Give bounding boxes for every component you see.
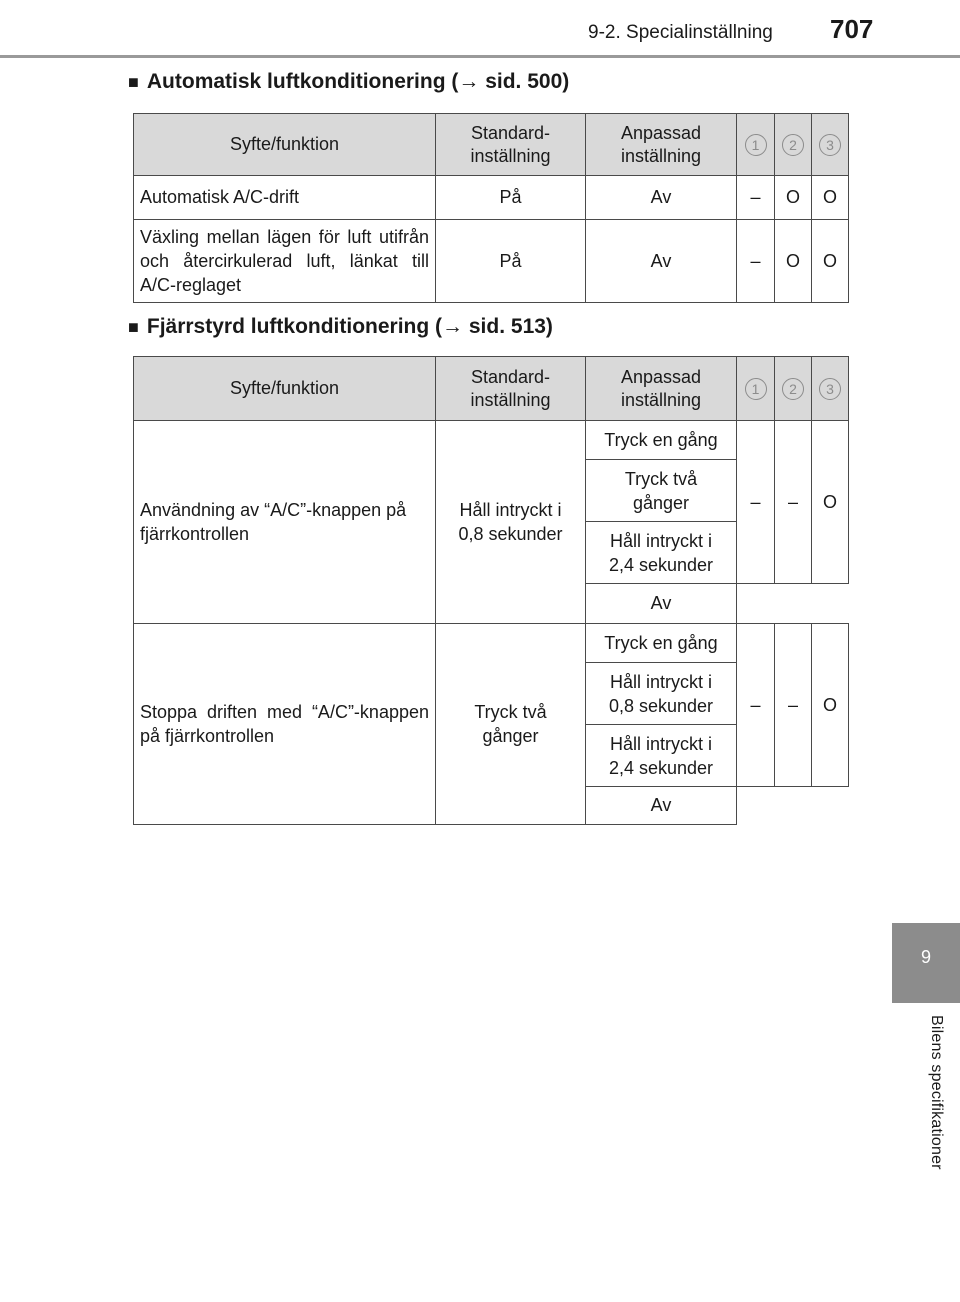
- header-col3: [812, 114, 849, 176]
- chapter-tab-label: Bilens specifikationer: [928, 1015, 945, 1170]
- table-row: [134, 421, 849, 460]
- table-row: [134, 220, 849, 303]
- header-col1: [737, 114, 775, 176]
- circle-3-icon: 3: [819, 134, 841, 156]
- row-col3: O: [812, 176, 849, 220]
- circle-2-icon: 2: [782, 378, 804, 400]
- group-col2: –: [775, 624, 812, 787]
- header-function: Syfte/funktion: [134, 357, 436, 421]
- empty-cell: [737, 584, 849, 624]
- option-cell: Håll intryckt i 2,4 sekunder: [586, 725, 737, 787]
- option-cell: Av: [586, 584, 737, 624]
- option-cell: Tryck en gång: [586, 624, 737, 663]
- row-default: På: [436, 220, 586, 303]
- row-default: På: [436, 176, 586, 220]
- row-function: Växling mellan lägen för luft utifrån och återcirkulerad luft, länkat till A/C-reglaget: [134, 220, 436, 303]
- group-col3: O: [812, 421, 849, 584]
- section1-ref: sid. 500): [479, 70, 570, 93]
- group-default: Tryck två gånger: [436, 624, 586, 825]
- section2-table: [133, 356, 849, 825]
- chapter-tab: 9: [892, 923, 960, 1003]
- section2-title-text: Fjärrstyrd luftkonditionering (: [146, 315, 443, 338]
- group-col1: –: [737, 624, 775, 787]
- section2-ref: sid. 513): [463, 315, 553, 338]
- table-row: [134, 176, 849, 220]
- section1-title-text: Automatisk luftkonditionering (: [146, 70, 459, 93]
- section1-table: [133, 113, 849, 303]
- section1-arrow: →: [458, 70, 480, 93]
- header-default: Standard- inställning: [436, 357, 586, 421]
- option-cell: Tryck två gånger: [586, 460, 737, 522]
- row-col3: O: [812, 220, 849, 303]
- option-cell: Av: [586, 787, 737, 825]
- page-number: 707: [830, 14, 874, 44]
- group-col3: O: [812, 624, 849, 787]
- table-header-row: [134, 357, 849, 421]
- table-header-row: [134, 114, 849, 176]
- row-col1: –: [737, 176, 775, 220]
- section2-arrow: →: [442, 315, 464, 338]
- header-col1: [737, 357, 775, 421]
- group-col2: –: [775, 421, 812, 584]
- circle-1-icon: 1: [745, 378, 767, 400]
- circle-3-icon: 3: [819, 378, 841, 400]
- section1-title: [128, 70, 569, 94]
- circle-2-icon: 2: [782, 134, 804, 156]
- section1-bullet: ■: [128, 72, 139, 92]
- option-cell: Håll intryckt i 2,4 sekunder: [586, 522, 737, 584]
- header-col3: [812, 357, 849, 421]
- header-col2: [775, 114, 812, 176]
- header-section-title: 9-2. Specialinställning: [588, 22, 773, 43]
- header-rule: [0, 55, 960, 58]
- group-function: Stoppa driften med “A/C”-knappen på fjärrkontrollen: [134, 624, 436, 825]
- empty-cell: [737, 787, 849, 825]
- table-row: [134, 624, 849, 663]
- row-custom: Av: [586, 176, 737, 220]
- row-custom: Av: [586, 220, 737, 303]
- row-col2: O: [775, 220, 812, 303]
- header-default: Standard- inställning: [436, 114, 586, 176]
- group-function: Användning av “A/C”-knappen på fjärrkontrollen: [134, 421, 436, 624]
- row-col2: O: [775, 176, 812, 220]
- section2-title: [128, 315, 553, 339]
- header-custom: Anpassad inställning: [586, 357, 737, 421]
- option-cell: Håll intryckt i 0,8 sekunder: [586, 663, 737, 725]
- group-col1: –: [737, 421, 775, 584]
- option-cell: Tryck en gång: [586, 421, 737, 460]
- header-col2: [775, 357, 812, 421]
- circle-1-icon: 1: [745, 134, 767, 156]
- group-default: Håll intryckt i 0,8 sekunder: [436, 421, 586, 624]
- row-col1: –: [737, 220, 775, 303]
- section2-bullet: ■: [128, 317, 139, 337]
- header-custom: Anpassad inställning: [586, 114, 737, 176]
- row-function: Automatisk A/C-drift: [134, 176, 436, 220]
- header-function: Syfte/funktion: [134, 114, 436, 176]
